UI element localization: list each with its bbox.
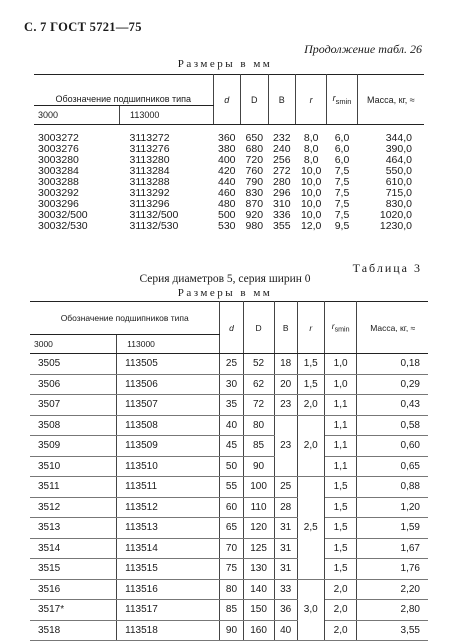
table-cell: 35 [220,395,243,416]
table-row [30,579,428,600]
table-cell: 7,5 [334,176,350,188]
table-cell: 0,29 [357,374,428,395]
table-row [30,497,428,518]
table-cell: 296 [273,187,291,199]
table-cell: 10,0 [300,187,322,199]
table-cell: 3509 [30,436,117,457]
table-cell: 2,0 [297,415,324,477]
table-cell: 113514 [117,538,220,559]
header-mass: Масса, кг, ≈ [357,302,428,354]
table-cell: 3113272 [129,132,170,144]
table-cell: 256 [273,154,291,166]
table-cell: 80 [243,415,274,436]
table-cell: 2,5 [297,477,324,580]
table-label: Таблица 3 [352,261,422,275]
table-cell: 0,58 [357,415,428,436]
table-cell: 90 [243,456,274,477]
table-cell: 160 [243,620,274,641]
table-cell: 85 [220,600,243,621]
table-cell: 31132/530 [129,220,179,232]
table-cell: 45 [220,436,243,457]
table-cell: 400 [218,154,236,166]
table-cell: 65 [220,518,243,539]
table-cell: 3511 [30,477,117,498]
table-cell: 30032/500 [38,209,88,221]
table-cell: 464,0 [385,154,412,166]
header-D: D [243,302,274,354]
table-cell: 1,0 [324,374,357,395]
table-cell: 1230,0 [379,220,412,232]
table-cell: 680 [245,143,264,155]
table-cell: 1,1 [324,456,357,477]
header-D: D [241,75,269,125]
table-cell: 72 [243,395,274,416]
table-cell: 100 [243,477,274,498]
table-cell: 0,60 [357,436,428,457]
table-cell: 3516 [30,579,117,600]
table-row [30,415,428,436]
table-cell: 1,76 [357,559,428,580]
table-cell: 480 [218,198,236,210]
table-cell: 0,88 [357,477,428,498]
table-row [30,477,428,498]
header-d: d [220,302,243,354]
table-row [30,559,428,580]
table-cell: 6,0 [334,143,350,155]
table-cell: 2,80 [357,600,428,621]
header-designation: Обозначение подшипников типа [34,75,213,106]
table-cell: 0,65 [357,456,428,477]
table-cell: 113513 [117,518,220,539]
table-cell: 3506 [30,374,117,395]
table-cell: 3505 [30,354,117,375]
table-row [30,354,428,375]
units-label-2: Размеры в мм [177,287,273,299]
table-cell: 530 [218,220,236,232]
table-cell: 3113288 [129,176,170,188]
table-cell: 232 [273,132,291,144]
table-row [30,456,428,477]
table-cell: 125 [243,538,274,559]
table-cell: 920 [245,209,264,221]
table-cell: 18 [274,354,297,375]
table-cell: 31132/500 [129,209,179,221]
table-cell: 7,5 [334,165,350,177]
table-row [30,518,428,539]
table-cell: 980 [245,220,264,232]
table-row [30,538,428,559]
table-cell: 40 [274,620,297,641]
table-cell: 3517* [30,600,117,621]
header-type-3000: 3000 [34,106,119,125]
table-cell: 3003296 [38,198,79,210]
table-cell: 113508 [117,415,220,436]
table-cell: 650 [245,132,264,144]
header-type-113000: 113000 [119,106,213,125]
table-cell: 3518 [30,620,117,641]
header-rsmin: $r_{smin}$ [327,75,357,125]
table-cell: 113512 [117,497,220,518]
table-cell: 50 [220,456,243,477]
table-cell: 1,67 [357,538,428,559]
table-cell: 420 [218,165,236,177]
table-cell: 1,5 [297,354,324,375]
table-cell: 30032/530 [38,220,88,232]
table-cell: 31 [274,518,297,539]
table-cell: 830,0 [385,198,412,210]
table-cell: 3003284 [38,165,79,177]
table-cell: 1,5 [297,374,324,395]
table-cell: 55 [220,477,243,498]
table-cell: 3,0 [297,579,324,641]
table-cell: 85 [243,436,274,457]
table-cell: 0,18 [357,354,428,375]
table-cell: 1,5 [324,518,357,539]
table-cell: 1,1 [324,436,357,457]
table-cell: 390,0 [385,143,412,155]
table-cell: 113511 [117,477,220,498]
page-header: С. 7 ГОСТ 5721—75 [24,20,142,34]
table-cell: 113516 [117,579,220,600]
table-cell: 113506 [117,374,220,395]
table-cell: 120 [243,518,274,539]
table-cell: 760 [245,165,264,177]
table-row [30,395,428,416]
table-cell: 2,20 [357,579,428,600]
table-row [30,600,428,621]
table-cell: 23 [274,415,297,477]
table-cell: 355 [273,220,291,232]
table-cell: 3,55 [357,620,428,641]
table-cell: 336 [273,209,291,221]
header-type-3000: 3000 [30,335,117,354]
table-cell: 0,43 [357,395,428,416]
table-cell: 3003272 [38,132,79,144]
table-cell: 75 [220,559,243,580]
table-cell: 3113280 [129,154,170,166]
table-cell: 7,5 [334,209,350,221]
table-cell: 3510 [30,456,117,477]
table-cell: 28 [274,497,297,518]
units-label: Размеры в мм [177,58,273,70]
table-cell: 3513 [30,518,117,539]
table-cell: 90 [220,620,243,641]
table-cell: 113509 [117,436,220,457]
table-cell: 113515 [117,559,220,580]
table-row [34,221,424,232]
header-B: B [274,302,297,354]
table-cell: 3507 [30,395,117,416]
table-cell: 1,20 [357,497,428,518]
table-cell: 3113296 [129,198,170,210]
table-cell: 240 [273,143,291,155]
table-cell: 52 [243,354,274,375]
table-cell: 36 [274,600,297,621]
table-cell: 113510 [117,456,220,477]
table-row [30,436,428,457]
table-cell: 500 [218,209,236,221]
table-cell: 360 [218,132,236,144]
table-cell: 3514 [30,538,117,559]
table-cell: 8,0 [303,154,319,166]
table-cell: 2,0 [324,600,357,621]
header-r: r [297,302,324,354]
table-cell: 1,5 [324,559,357,580]
header-d: d [213,75,241,125]
header-r: r [296,75,327,125]
header-B: B [268,75,296,125]
table-cell: 1,5 [324,538,357,559]
table-cell: 70 [220,538,243,559]
table-cell: 550,0 [385,165,412,177]
table-cell: 1,59 [357,518,428,539]
table-cell: 31 [274,559,297,580]
table-cell: 60 [220,497,243,518]
table-cell: 1,1 [324,415,357,436]
table-cell: 10,0 [300,209,322,221]
table-cell: 3003292 [38,187,79,199]
table-cell: 2,0 [297,395,324,416]
table-continuation-26 [34,74,424,235]
table-cell: 113518 [117,620,220,641]
table-cell: 62 [243,374,274,395]
table-cell: 7,5 [334,187,350,199]
table-cell: 6,0 [334,154,350,166]
table-cell: 830 [245,187,264,199]
table-cell: 3003288 [38,176,79,188]
table-row [30,374,428,395]
table-cell: 80 [220,579,243,600]
table-cell: 3113276 [129,143,170,155]
header-rsmin: $r_{smin}$ [324,302,357,354]
table-cell: 150 [243,600,274,621]
table-cell: 460 [218,187,236,199]
table-cell: 10,0 [300,176,322,188]
table-cell: 33 [274,579,297,600]
table-cell: 1,5 [324,477,357,498]
table-cell: 113507 [117,395,220,416]
table-cell: 610,0 [385,176,412,188]
table-cell: 23 [274,395,297,416]
table-cell: 3113292 [129,187,170,199]
table-cell: 8,0 [303,143,319,155]
table-cell: 1020,0 [379,209,412,221]
table-cell: 25 [220,354,243,375]
table-cell: 1,5 [324,497,357,518]
table-cell: 8,0 [303,132,319,144]
table-cell: 720 [245,154,264,166]
header-type-113000: 113000 [117,335,220,354]
table-cell: 870 [245,198,264,210]
table-cell: 25 [274,477,297,498]
series-title: Серия диаметров 5, серия ширин 0 [139,273,311,285]
table-cell: 2,0 [324,620,357,641]
table-cell: 1,0 [324,354,357,375]
table-cell: 2,0 [324,579,357,600]
header-mass: Масса, кг, ≈ [357,75,424,125]
table-cell: 272 [273,165,291,177]
table-cell: 10,0 [300,198,322,210]
table-cell: 110 [243,497,274,518]
table-row [30,620,428,641]
table-cell: 6,0 [334,132,350,144]
table-cell: 113517 [117,600,220,621]
table-cell: 344,0 [385,132,412,144]
table-cell: 31 [274,538,297,559]
table-cell: 30 [220,374,243,395]
table-cell: 12,0 [300,220,322,232]
table-cell: 3515 [30,559,117,580]
table-cell: 10,0 [300,165,322,177]
table-cell: 3003276 [38,143,79,155]
table-cell: 40 [220,415,243,436]
table-cell: 3508 [30,415,117,436]
table-cell: 280 [273,176,291,188]
table-cell: 140 [243,579,274,600]
table-cell: 3512 [30,497,117,518]
table-cell: 3003280 [38,154,79,166]
table-cell: 113505 [117,354,220,375]
continuation-label: Продолжение табл. 26 [304,42,422,56]
table-cell: 3113284 [129,165,170,177]
table-cell: 130 [243,559,274,580]
table-cell: 790 [245,176,264,188]
table-cell: 1,1 [324,395,357,416]
table-cell: 20 [274,374,297,395]
header-designation: Обозначение подшипников типа [30,302,220,335]
table-cell: 440 [218,176,236,188]
table-cell: 7,5 [334,198,350,210]
table-3 [30,301,428,641]
table-cell: 9,5 [334,220,350,232]
table-cell: 310 [273,198,291,210]
table-cell: 380 [218,143,236,155]
table-cell: 715,0 [385,187,412,199]
